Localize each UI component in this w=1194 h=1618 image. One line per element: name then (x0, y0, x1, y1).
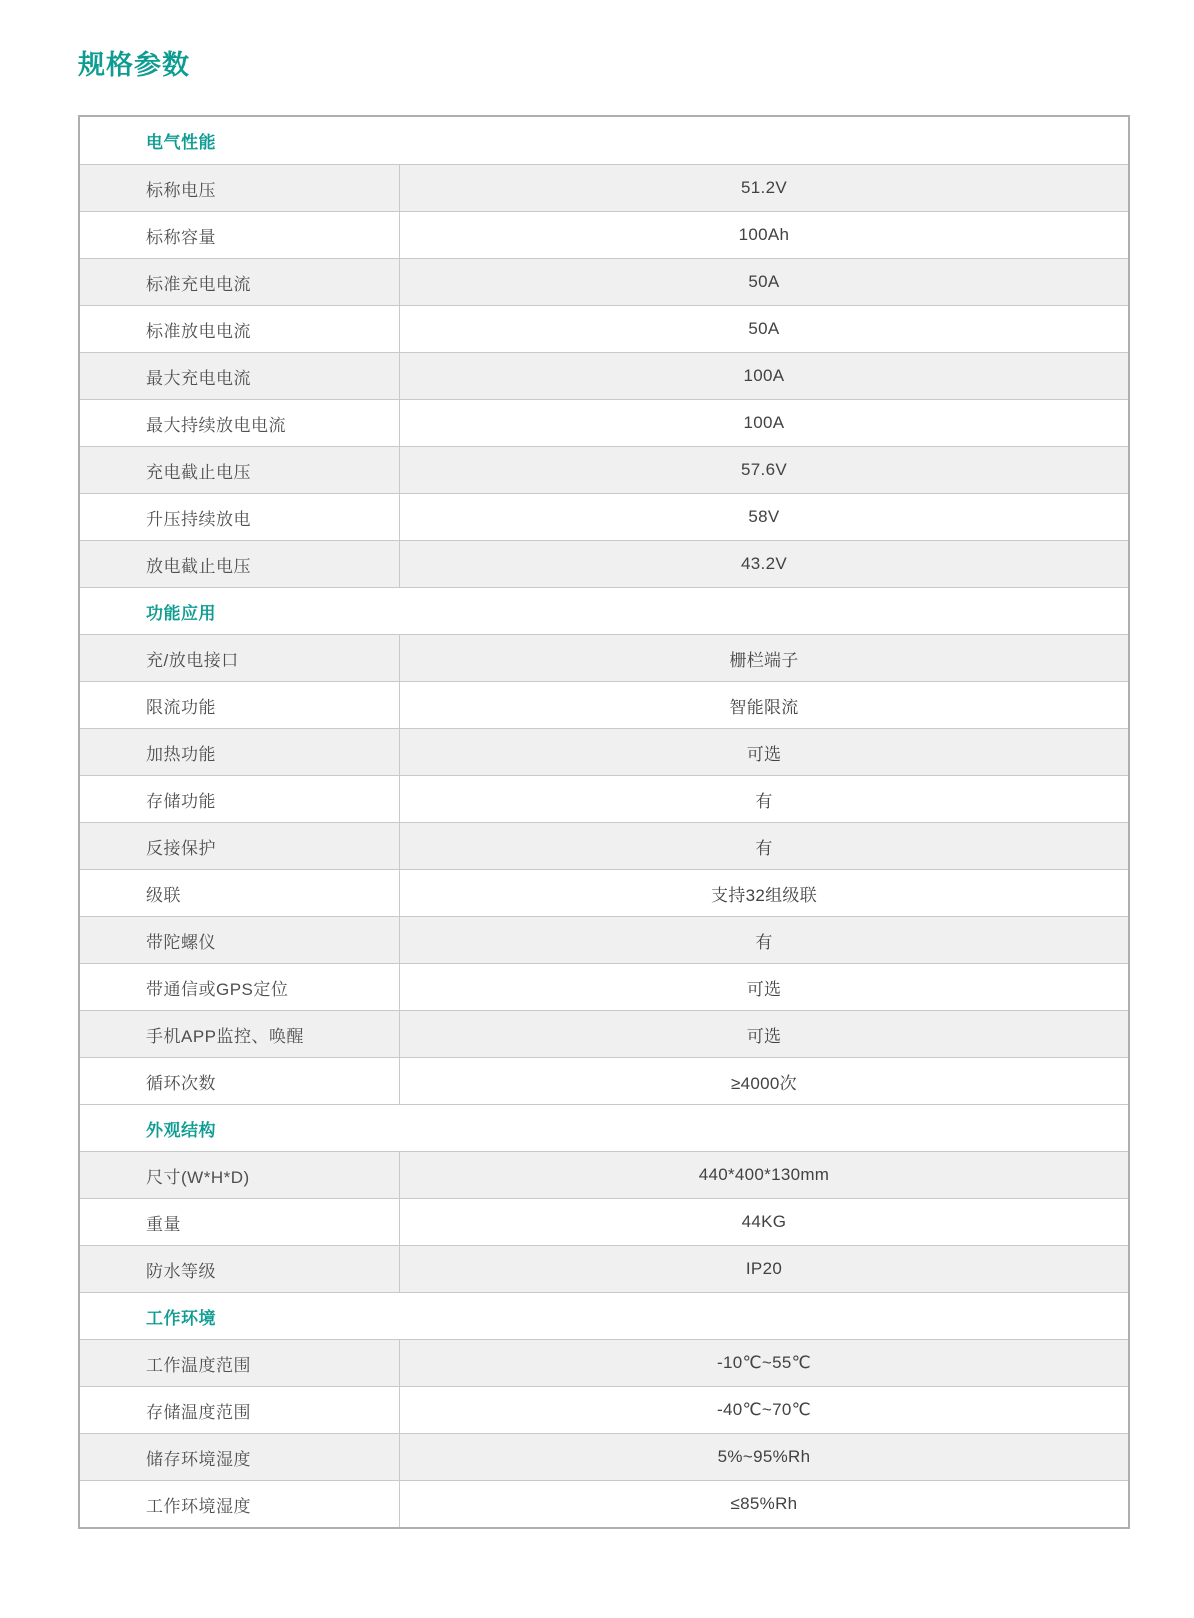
spec-row (80, 963, 1128, 1010)
spec-label: 充电截止电压 (80, 447, 400, 493)
spec-row (80, 164, 1128, 211)
section-header-row (80, 587, 1128, 634)
spec-row (80, 1151, 1128, 1198)
spec-value: IP20 (745, 1259, 783, 1278)
spec-label: 反接保护 (80, 823, 400, 869)
spec-value: 100A (743, 366, 785, 385)
spec-row (80, 305, 1128, 352)
spec-label: 标称容量 (80, 212, 400, 258)
spec-row (80, 1339, 1128, 1386)
spec-row (80, 211, 1128, 258)
spec-value: 44KG (741, 1212, 787, 1231)
section-header-row (80, 1292, 1128, 1339)
spec-value: 100Ah (738, 225, 790, 244)
spec-label: 防水等级 (80, 1246, 400, 1292)
spec-value: ≥4000次 (731, 1073, 797, 1093)
spec-value: 可选 (746, 744, 782, 764)
spec-value: -10℃~55℃ (717, 1353, 811, 1372)
spec-label: 标称电压 (80, 165, 400, 211)
spec-row (80, 775, 1128, 822)
spec-label: 标准充电电流 (80, 259, 400, 305)
spec-row (80, 540, 1128, 587)
spec-label: 工作温度范围 (80, 1340, 400, 1386)
spec-value: 可选 (746, 1026, 782, 1046)
spec-value: 有 (755, 838, 773, 858)
page-title: 规格参数 (78, 50, 190, 80)
spec-row (80, 1433, 1128, 1480)
spec-value: 可选 (746, 979, 782, 999)
spec-label: 标准放电电流 (80, 306, 400, 352)
spec-label: 限流功能 (80, 682, 400, 728)
spec-value: 50A (748, 319, 780, 338)
spec-label: 重量 (80, 1199, 400, 1245)
spec-value: ≤85%Rh (730, 1494, 798, 1513)
spec-row (80, 352, 1128, 399)
spec-label: 最大充电电流 (80, 353, 400, 399)
spec-row (80, 1057, 1128, 1104)
spec-label: 循环次数 (80, 1058, 400, 1104)
section-title: 功能应用 (146, 603, 216, 623)
spec-label: 存储温度范围 (80, 1387, 400, 1433)
spec-row (80, 1010, 1128, 1057)
section-title: 电气性能 (146, 133, 216, 152)
spec-value: -40℃~70℃ (717, 1400, 811, 1419)
spec-value: 440*400*130mm (698, 1165, 830, 1184)
spec-value: 51.2V (741, 178, 787, 197)
spec-row (80, 1245, 1128, 1292)
spec-label: 储存环境湿度 (80, 1434, 400, 1480)
spec-value: 有 (755, 932, 773, 952)
spec-row (80, 258, 1128, 305)
spec-table (78, 115, 1130, 1529)
spec-row (80, 681, 1128, 728)
spec-row (80, 446, 1128, 493)
spec-value: 5%~95%Rh (717, 1447, 811, 1466)
spec-row (80, 916, 1128, 963)
spec-label: 带通信或GPS定位 (80, 964, 400, 1010)
spec-row (80, 493, 1128, 540)
spec-label: 最大持续放电电流 (80, 400, 400, 446)
spec-value: 支持32组级联 (710, 885, 817, 905)
section-header-row (80, 117, 1128, 164)
spec-row (80, 728, 1128, 775)
spec-row (80, 634, 1128, 681)
spec-label: 充/放电接口 (80, 635, 400, 681)
spec-value: 智能限流 (729, 697, 799, 717)
spec-label: 放电截止电压 (80, 541, 400, 587)
section-title: 工作环境 (146, 1308, 216, 1328)
spec-value: 57.6V (741, 460, 787, 479)
spec-value: 58V (748, 507, 780, 526)
spec-label: 工作环境湿度 (80, 1481, 400, 1527)
section-title: 外观结构 (146, 1120, 216, 1140)
spec-value: 100A (743, 413, 785, 432)
spec-label: 尺寸(W*H*D) (80, 1152, 400, 1198)
spec-value: 50A (748, 272, 780, 291)
spec-row (80, 869, 1128, 916)
spec-label: 存储功能 (80, 776, 400, 822)
spec-row (80, 1480, 1128, 1527)
spec-row (80, 1198, 1128, 1245)
spec-row (80, 822, 1128, 869)
spec-label: 带陀螺仪 (80, 917, 400, 963)
spec-label: 手机APP监控、唤醒 (80, 1011, 400, 1057)
spec-value: 有 (755, 791, 773, 811)
spec-label: 级联 (80, 870, 400, 916)
section-header-row (80, 1104, 1128, 1151)
spec-value: 栅栏端子 (729, 650, 799, 670)
spec-label: 升压持续放电 (80, 494, 400, 540)
spec-row (80, 399, 1128, 446)
spec-value: 43.2V (741, 554, 787, 573)
spec-row (80, 1386, 1128, 1433)
spec-label: 加热功能 (80, 729, 400, 775)
